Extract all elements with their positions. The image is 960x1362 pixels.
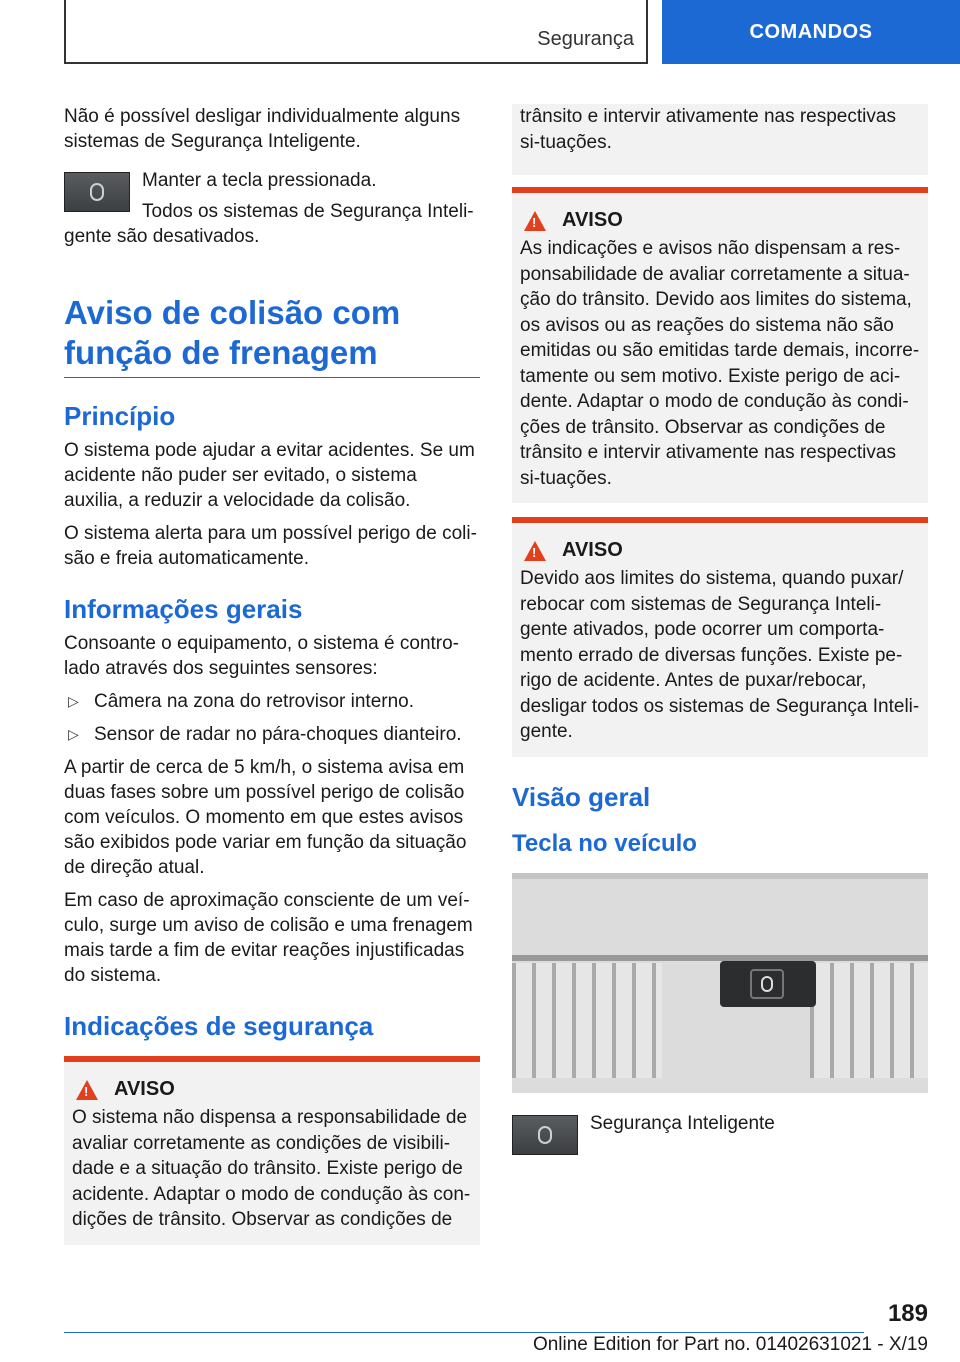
principio-paragraph-2: O sistema alerta para um possível perigo de coli-são e freia automaticamente.: [64, 523, 477, 569]
key-caption: Segurança Inteligente: [590, 1112, 775, 1134]
page-number: 189: [887, 1300, 928, 1327]
warning-title: AVISO: [562, 209, 623, 231]
info-paragraph-2: A partir de cerca de 5 km/h, o sistema avisa em duas fases sobre um possível perigo de colisão com veículos. O momento em que estes avisos são exibidos pode variar em função da situação de direção atual.: [64, 757, 467, 878]
footer-divider: [64, 1332, 864, 1333]
info-paragraph-3: Em caso de aproximação consciente de um veí-culo, surge um aviso de colisão e uma frenagem mais tarde a fim de evitar reações injustificadas do sistema.: [64, 890, 473, 986]
key-instruction-3: gente são desativados.: [64, 226, 260, 247]
header-chapter-tab[interactable]: COMANDOS: [662, 0, 960, 64]
warning-text-continued: trânsito e intervir ativamente nas respectivas si-tuações.: [520, 106, 896, 153]
warning-text: As indicações e avisos não dispensam a res-ponsabilidade de avaliar corretamente a situa-ção do trânsito. Devido aos limites do sistema, os avisos ou as reações do sistema não são emitidas ou são emitidas tarde demais, incorre-tamente ou sem motivo. Existe perigo de aci-dente. Adaptar o modo de condução às condi-ções de trânsito. Observar as condições de trânsito e intervir ativamente nas respectivas si-tuações.: [520, 238, 920, 489]
warning-box-2: [512, 187, 928, 503]
key-instruction-2: Todos os sistemas de Segurança Inteli-: [142, 201, 474, 222]
key-instruction: [64, 168, 480, 249]
triangle-bullet-icon: ▷: [68, 693, 79, 709]
warning-icon: [524, 541, 546, 561]
warning-icon: [524, 211, 546, 231]
info-paragraph-1: Consoante o equipamento, o sistema é contro-lado através dos seguintes sensores:: [64, 633, 460, 679]
warning-text: O sistema não dispensa a responsabilidade de avaliar corretamente as condições de visibili-dade e a situação do trânsito. Existe perigo de acidente. Adaptar o modo de condução às con-dições de trânsito. Observar as condições de: [72, 1107, 471, 1230]
warning-icon: [76, 1080, 98, 1100]
principio-heading: Princípio: [64, 401, 176, 431]
left-column: [64, 104, 480, 1245]
header-section-title: Segurança: [537, 28, 634, 50]
list-item: ▷ Câmera na zona do retrovisor interno.: [68, 691, 414, 712]
safety-button-icon: [750, 969, 784, 999]
vehicle-button-photo: [512, 873, 928, 1093]
right-column: [512, 104, 928, 1151]
warning-box-3: [512, 517, 928, 757]
warning-box-1: [64, 1056, 480, 1245]
warning-text: Devido aos limites do sistema, quando puxar/ rebocar com sistemas de Segurança Inteli-gente ativados, pode ocorrer um comporta-mento errado de diversas funções. Existe pe-rigo de acidente. Antes de puxar/rebocar, desligar todos os sistemas de Segurança Inteli-gente.: [520, 568, 920, 742]
overview-heading: Visão geral: [512, 781, 651, 812]
key-heading: Tecla no veículo: [512, 829, 697, 857]
main-heading: Aviso de colisão com função de frenagem: [64, 293, 480, 378]
intro-text: Não é possível desligar individualmente alguns sistemas de Segurança Inteligente.: [64, 106, 461, 152]
triangle-bullet-icon: ▷: [68, 726, 79, 742]
sensor-list: [64, 689, 480, 747]
warning-title: AVISO: [114, 1078, 175, 1100]
info-heading: Informações gerais: [64, 594, 303, 624]
safety-heading: Indicações de segurança: [64, 1011, 374, 1041]
warning-title: AVISO: [562, 539, 623, 561]
button-panel: [720, 961, 816, 1007]
list-item: ▷ Sensor de radar no pára-choques dianteiro.: [68, 724, 462, 745]
safety-button-icon: [64, 172, 130, 212]
key-instruction-1: Manter a tecla pressionada.: [142, 170, 377, 191]
edition-text: Online Edition for Part no. 01402631021 - X/19: [532, 1334, 928, 1355]
key-caption-row: [512, 1111, 928, 1151]
principio-paragraph-1: O sistema pode ajudar a evitar acidentes. Se um acidente não puder ser evitado, o sistema auxilia, a reduzir a velocidade da colisão.: [64, 440, 475, 511]
warning-box-1-continued: [512, 104, 928, 175]
safety-button-icon: [512, 1115, 578, 1155]
